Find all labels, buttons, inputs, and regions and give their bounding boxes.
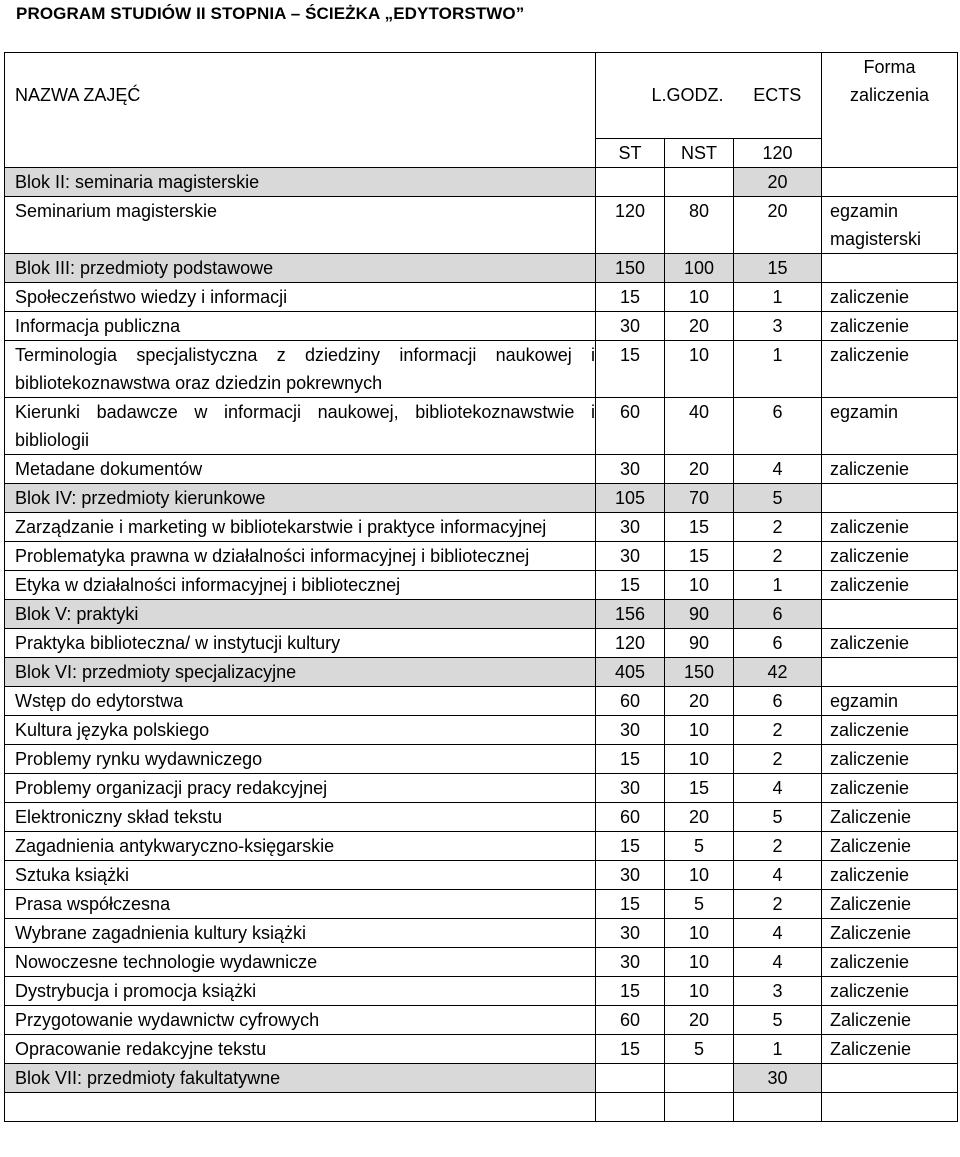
nst-hours-cell: 10	[665, 715, 734, 744]
course-row	[5, 1005, 958, 1034]
form-cell: egzamin	[822, 397, 958, 454]
ects-cell: 1	[734, 1034, 822, 1063]
course-name-cell: Problematyka prawna w działalności informacyjnej i bibliotecznej	[5, 541, 596, 570]
st-hours-cell: 15	[596, 1034, 665, 1063]
course-name-cell: Elektroniczny skład tekstu	[5, 802, 596, 831]
course-name-cell: Przygotowanie wydawnictw cyfrowych	[5, 1005, 596, 1034]
st-hours-cell: 30	[596, 918, 665, 947]
ects-cell: 2	[734, 744, 822, 773]
form-cell: Zaliczenie	[822, 1005, 958, 1034]
header-nst: NST	[665, 138, 734, 167]
ects-cell: 4	[734, 454, 822, 483]
ects-cell: 3	[734, 311, 822, 340]
nst-hours-cell: 10	[665, 860, 734, 889]
block-row	[5, 167, 958, 196]
ects-cell: 4	[734, 773, 822, 802]
course-name-cell: Społeczeństwo wiedzy i informacji	[5, 282, 596, 311]
ects-cell: 4	[734, 947, 822, 976]
ects-cell: 5	[734, 802, 822, 831]
course-row	[5, 947, 958, 976]
nst-hours-cell: 20	[665, 311, 734, 340]
nst-hours-cell: 15	[665, 541, 734, 570]
ects-cell: 2	[734, 541, 822, 570]
nst-hours-cell: 20	[665, 1005, 734, 1034]
st-hours-cell: 30	[596, 512, 665, 541]
st-hours-cell: 60	[596, 397, 665, 454]
st-hours-cell: 30	[596, 860, 665, 889]
course-name-cell: Prasa współczesna	[5, 889, 596, 918]
ects-cell: 42	[734, 657, 822, 686]
form-cell: Zaliczenie	[822, 831, 958, 860]
form-cell: Zaliczenie	[822, 889, 958, 918]
course-row	[5, 802, 958, 831]
form-cell: zaliczenie	[822, 541, 958, 570]
course-row	[5, 282, 958, 311]
form-cell: zaliczenie	[822, 715, 958, 744]
form-cell: Zaliczenie	[822, 1034, 958, 1063]
form-cell	[822, 167, 958, 196]
st-hours-cell: 156	[596, 599, 665, 628]
form-cell	[822, 599, 958, 628]
course-name-cell: Kierunki badawcze w informacji naukowej, bibliotekoznawstwie i bibliologii	[5, 397, 596, 454]
course-name-cell: Seminarium magisterskie	[5, 196, 596, 253]
course-row	[5, 512, 958, 541]
form-cell: zaliczenie	[822, 628, 958, 657]
nst-hours-cell: 10	[665, 976, 734, 1005]
course-row	[5, 340, 958, 397]
course-row	[5, 889, 958, 918]
st-hours-cell: 30	[596, 715, 665, 744]
ects-cell: 5	[734, 1005, 822, 1034]
course-name-cell: Blok V: praktyki	[5, 599, 596, 628]
ects-cell: 6	[734, 397, 822, 454]
course-name-cell: Zarządzanie i marketing w bibliotekarstwie i praktyce informacyjnej	[5, 512, 596, 541]
form-cell: zaliczenie	[822, 744, 958, 773]
ects-cell: 1	[734, 340, 822, 397]
block-row	[5, 483, 958, 512]
nst-hours-cell: 150	[665, 657, 734, 686]
form-cell: zaliczenie	[822, 570, 958, 599]
ects-cell: 2	[734, 889, 822, 918]
course-name-cell: Etyka w działalności informacyjnej i bibliotecznej	[5, 570, 596, 599]
course-name-cell	[5, 1092, 596, 1121]
st-hours-cell: 15	[596, 340, 665, 397]
course-name-cell: Terminologia specjalistyczna z dziedziny informacji naukowej i bibliotekoznawstwa oraz dziedzin pokrewnych	[5, 340, 596, 397]
course-name-cell: Nowoczesne technologie wydawnicze	[5, 947, 596, 976]
nst-hours-cell: 10	[665, 918, 734, 947]
course-name-cell: Blok VI: przedmioty specjalizacyjne	[5, 657, 596, 686]
course-name-cell: Praktyka biblioteczna/ w instytucji kultury	[5, 628, 596, 657]
st-hours-cell: 30	[596, 311, 665, 340]
form-cell: zaliczenie	[822, 976, 958, 1005]
nst-hours-cell: 90	[665, 599, 734, 628]
nst-hours-cell	[665, 167, 734, 196]
nst-hours-cell: 15	[665, 512, 734, 541]
course-row	[5, 1092, 958, 1121]
form-cell: zaliczenie	[822, 282, 958, 311]
st-hours-cell: 120	[596, 196, 665, 253]
page-title: PROGRAM STUDIÓW II STOPNIA – ŚCIEŻKA „EDYTORSTWO”	[16, 4, 525, 23]
ects-cell: 4	[734, 918, 822, 947]
program-table	[4, 52, 958, 1122]
header-lgodz: L.GODZ.	[596, 53, 734, 139]
header-row	[5, 53, 958, 139]
st-hours-cell: 30	[596, 541, 665, 570]
course-name-cell: Problemy organizacji pracy redakcyjnej	[5, 773, 596, 802]
header-forma	[822, 53, 958, 168]
st-hours-cell: 30	[596, 454, 665, 483]
form-cell: zaliczenie	[822, 454, 958, 483]
ects-cell: 2	[734, 715, 822, 744]
header-ects-total: 120	[734, 138, 822, 167]
course-row	[5, 397, 958, 454]
header-name: NAZWA ZAJĘĆ	[5, 53, 596, 139]
st-hours-cell: 15	[596, 831, 665, 860]
nst-hours-cell: 80	[665, 196, 734, 253]
course-row	[5, 773, 958, 802]
form-cell: egzamin magisterski	[822, 196, 958, 253]
course-name-cell: Wybrane zagadnienia kultury książki	[5, 918, 596, 947]
course-row	[5, 918, 958, 947]
nst-hours-cell: 10	[665, 744, 734, 773]
course-name-cell: Wstęp do edytorstwa	[5, 686, 596, 715]
st-hours-cell: 105	[596, 483, 665, 512]
nst-hours-cell: 5	[665, 889, 734, 918]
course-row	[5, 744, 958, 773]
form-cell	[822, 483, 958, 512]
nst-hours-cell: 10	[665, 282, 734, 311]
nst-hours-cell: 10	[665, 340, 734, 397]
course-row	[5, 541, 958, 570]
nst-hours-cell: 70	[665, 483, 734, 512]
st-hours-cell	[596, 1063, 665, 1092]
nst-hours-cell: 5	[665, 831, 734, 860]
nst-hours-cell: 40	[665, 397, 734, 454]
st-hours-cell: 405	[596, 657, 665, 686]
header-forma-line2: zaliczenia	[849, 85, 930, 105]
nst-hours-cell: 10	[665, 947, 734, 976]
course-name-cell: Problemy rynku wydawniczego	[5, 744, 596, 773]
form-cell: zaliczenie	[822, 947, 958, 976]
course-row	[5, 454, 958, 483]
header-forma-line1: Forma	[863, 57, 916, 77]
course-row	[5, 628, 958, 657]
st-hours-cell	[596, 167, 665, 196]
course-row	[5, 1034, 958, 1063]
st-hours-cell: 150	[596, 253, 665, 282]
st-hours-cell: 15	[596, 889, 665, 918]
form-cell: zaliczenie	[822, 311, 958, 340]
course-name-cell: Informacja publiczna	[5, 311, 596, 340]
course-name-cell: Blok IV: przedmioty kierunkowe	[5, 483, 596, 512]
st-hours-cell: 30	[596, 947, 665, 976]
st-hours-cell: 15	[596, 570, 665, 599]
course-name-cell: Blok II: seminaria magisterskie	[5, 167, 596, 196]
form-cell: zaliczenie	[822, 512, 958, 541]
ects-cell	[734, 1092, 822, 1121]
ects-cell: 6	[734, 599, 822, 628]
block-row	[5, 253, 958, 282]
ects-cell: 1	[734, 570, 822, 599]
ects-cell: 1	[734, 282, 822, 311]
course-row	[5, 196, 958, 253]
nst-hours-cell	[665, 1063, 734, 1092]
block-row	[5, 1063, 958, 1092]
header-st: ST	[596, 138, 665, 167]
form-cell: zaliczenie	[822, 773, 958, 802]
course-name-cell: Blok VII: przedmioty fakultatywne	[5, 1063, 596, 1092]
form-cell: zaliczenie	[822, 860, 958, 889]
nst-hours-cell: 15	[665, 773, 734, 802]
ects-cell: 30	[734, 1063, 822, 1092]
course-row	[5, 976, 958, 1005]
ects-cell: 6	[734, 686, 822, 715]
nst-hours-cell: 5	[665, 1034, 734, 1063]
nst-hours-cell: 20	[665, 802, 734, 831]
course-name-cell: Metadane dokumentów	[5, 454, 596, 483]
ects-cell: 20	[734, 167, 822, 196]
st-hours-cell: 15	[596, 744, 665, 773]
st-hours-cell: 60	[596, 686, 665, 715]
course-name-cell: Opracowanie redakcyjne tekstu	[5, 1034, 596, 1063]
st-hours-cell: 60	[596, 802, 665, 831]
course-row	[5, 311, 958, 340]
ects-cell: 6	[734, 628, 822, 657]
ects-cell: 3	[734, 976, 822, 1005]
form-cell: Zaliczenie	[822, 918, 958, 947]
nst-hours-cell: 100	[665, 253, 734, 282]
st-hours-cell: 60	[596, 1005, 665, 1034]
nst-hours-cell: 10	[665, 570, 734, 599]
form-cell	[822, 1063, 958, 1092]
header-name-cont	[5, 138, 596, 167]
block-row	[5, 599, 958, 628]
ects-cell: 15	[734, 253, 822, 282]
ects-cell: 4	[734, 860, 822, 889]
course-row	[5, 715, 958, 744]
st-hours-cell	[596, 1092, 665, 1121]
course-name-cell: Sztuka książki	[5, 860, 596, 889]
form-cell: Zaliczenie	[822, 802, 958, 831]
nst-hours-cell: 20	[665, 686, 734, 715]
ects-cell: 5	[734, 483, 822, 512]
st-hours-cell: 30	[596, 773, 665, 802]
course-row	[5, 831, 958, 860]
course-name-cell: Zagadnienia antykwaryczno-księgarskie	[5, 831, 596, 860]
course-row	[5, 860, 958, 889]
ects-cell: 2	[734, 831, 822, 860]
form-cell	[822, 657, 958, 686]
st-hours-cell: 15	[596, 976, 665, 1005]
ects-cell: 2	[734, 512, 822, 541]
form-cell: zaliczenie	[822, 340, 958, 397]
block-row	[5, 657, 958, 686]
nst-hours-cell	[665, 1092, 734, 1121]
nst-hours-cell: 90	[665, 628, 734, 657]
st-hours-cell: 120	[596, 628, 665, 657]
course-row	[5, 570, 958, 599]
course-name-cell: Kultura języka polskiego	[5, 715, 596, 744]
header-subrow	[5, 138, 958, 167]
form-cell: egzamin	[822, 686, 958, 715]
st-hours-cell: 15	[596, 282, 665, 311]
course-name-cell: Dystrybucja i promocja książki	[5, 976, 596, 1005]
form-cell	[822, 253, 958, 282]
header-ects: ECTS	[734, 53, 822, 139]
course-row	[5, 686, 958, 715]
nst-hours-cell: 20	[665, 454, 734, 483]
ects-cell: 20	[734, 196, 822, 253]
form-cell	[822, 1092, 958, 1121]
course-name-cell: Blok III: przedmioty podstawowe	[5, 253, 596, 282]
